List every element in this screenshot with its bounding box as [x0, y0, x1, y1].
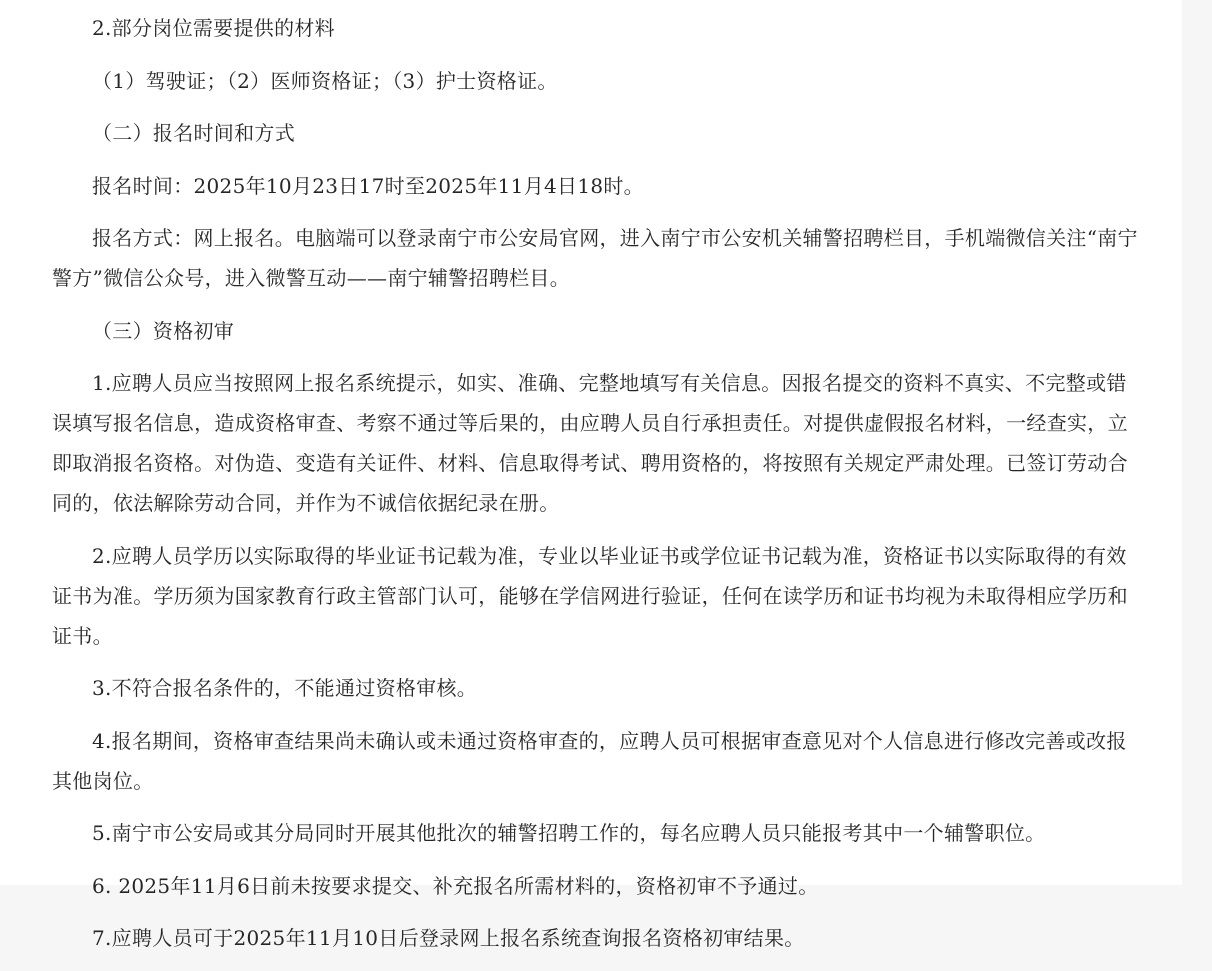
paragraph-registration-method: 报名方式：网上报名。电脑端可以登录南宁市公安局官网，进入南宁市公安机关辅警招聘栏目，手机端微信关注“南宁警方”微信公众号，进入微警互动——南宁辅警招聘栏目。	[52, 226, 1138, 290]
paragraph-review-item-3: 3.不符合报名条件的，不能通过资格审核。	[92, 676, 478, 700]
paragraph-review-item-5: 5.南宁市公安局或其分局同时开展其他批次的辅警招聘工作的，每名应聘人员只能报考其中一个辅警职位。	[92, 821, 1046, 845]
paragraph-review-item-1: 1.应聘人员应当按照网上报名系统提示，如实、准确、完整地填写有关信息。因报名提交的资料不真实、不完整或错误填写报名信息，造成资格审查、考察不通过等后果的，由应聘人员自行承担责任。对提供虚假报名材料，一经查实，立即取消报名资格。对伪造、变造有关证件、材料、信息取得考试、聘用资格的，将按照有关规定严肃处理。已签订劳动合同的，依法解除劳动合同，并作为不诚信依据纪录在册。	[52, 371, 1128, 515]
paragraph-review-item-6: 6. 2025年11月6日前未按要求提交、补充报名所需材料的，资格初审不予通过。	[92, 873, 819, 898]
paragraph-registration-time: 报名时间：2025年10月23日17时至2025年11月4日18时。	[92, 173, 644, 198]
paragraph-review-item-7: 7.应聘人员可于2025年11月10日后登录网上报名系统查询报名资格初审结果。	[92, 926, 805, 950]
paragraph-required-materials-heading: 2.部分岗位需要提供的材料	[92, 16, 335, 40]
paragraph-review-item-4: 4.报名期间，资格审查结果尚未确认或未通过资格审查的，应聘人员可根据审查意见对个人信息进行修改完善或改报其他岗位。	[52, 728, 1127, 793]
section-heading-registration-time-method: （二）报名时间和方式	[92, 121, 295, 145]
paragraph-review-item-2: 2.应聘人员学历以实际取得的毕业证书记载为准，专业以毕业证书或学位证书记载为准，资格证书以实际取得的有效证书为准。学历须为国家教育行政主管部门认可，能够在学信网进行验证，任何在读学历和证书均视为未取得相应学历和证书。	[52, 543, 1128, 648]
section-heading-preliminary-review: （三）资格初审	[92, 318, 235, 343]
document-body	[52, 8, 1142, 971]
paragraph-required-materials-list: （1）驾驶证；（2）医师资格证；（3）护士资格证。	[92, 68, 558, 93]
